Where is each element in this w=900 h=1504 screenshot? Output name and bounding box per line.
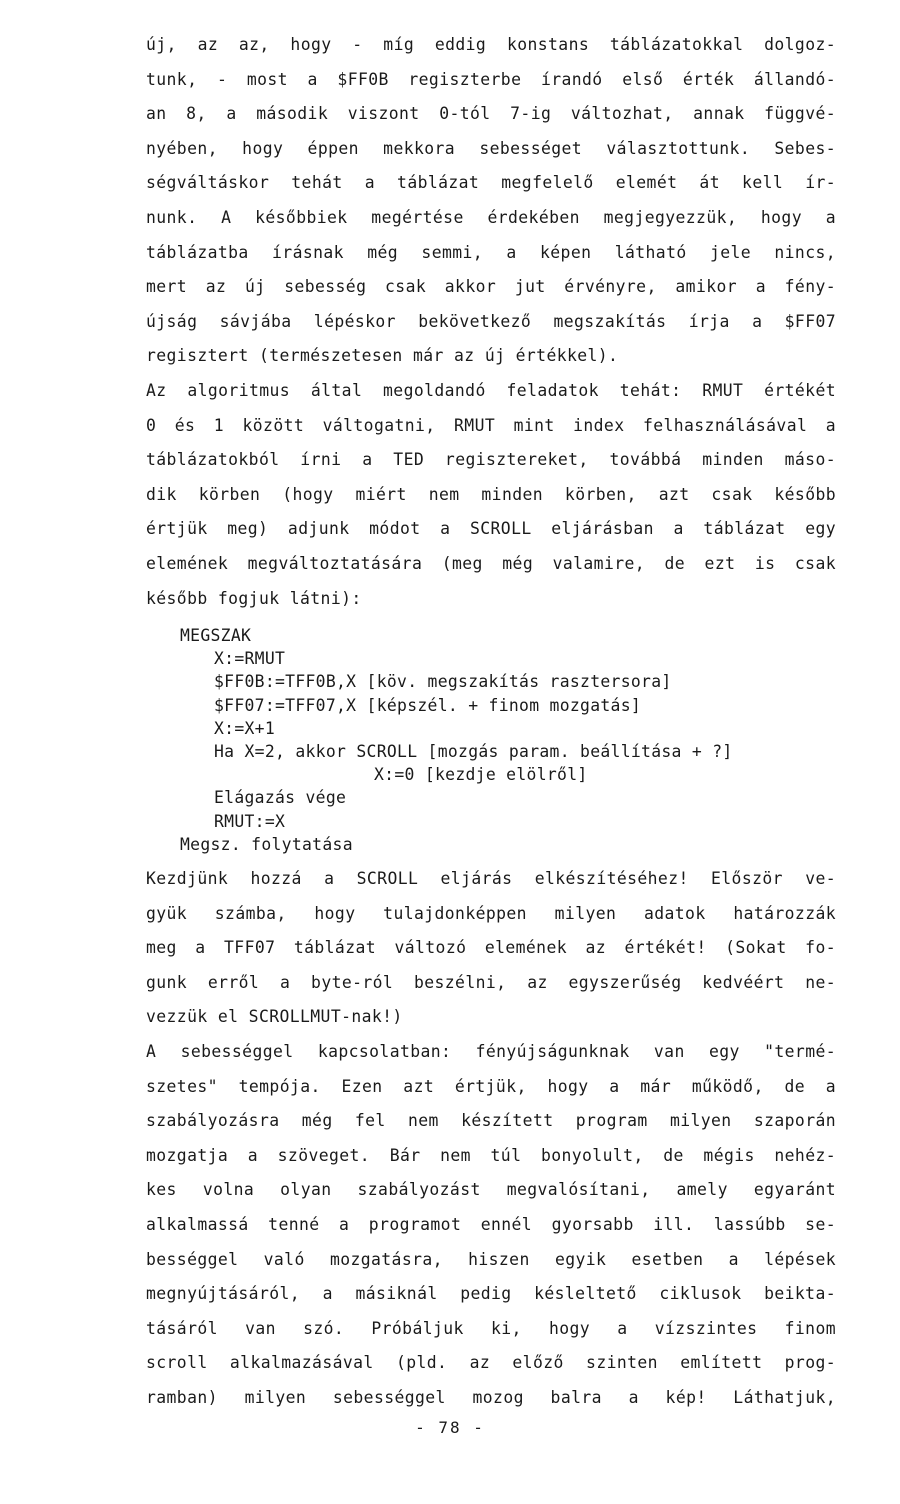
paragraph-3 [146, 862, 836, 1035]
text-line: szetes" tempója. Ezen azt értjük, hogy a már működő, de a [146, 1076, 836, 1096]
text-line: Az algoritmus által megoldandó feladatok tehát: RMUT értékét [146, 380, 836, 400]
text-line: dik körben (hogy miért nem minden körben, azt csak később [146, 484, 836, 504]
code-line: $FF07:=TFF07,X [képszél. + finom mozgatás] [214, 695, 642, 715]
code-line: X:=0 [kezdje elölről] [374, 765, 588, 785]
code-line: X:=RMUT [214, 649, 286, 669]
text-line: scroll alkalmazásával (pld. az előző szinten említett prog- [146, 1353, 836, 1373]
text-line: megnyújtásáról, a másiknál pedig késleltető ciklusok beikta- [146, 1284, 836, 1304]
code-line: X:=X+1 [214, 718, 276, 738]
code-line: MEGSZAK [180, 626, 252, 646]
text-line: regisztert (természetesen már az új értékkel). [146, 346, 619, 366]
text-line: 0 és 1 között váltogatni, RMUT mint index felhasználásával a [146, 415, 836, 435]
text-line: ramban) milyen sebességgel mozog balra a kép! Láthatjuk, [146, 1387, 836, 1407]
algorithm-code-block [146, 624, 836, 856]
code-line: $FF0B:=TFF0B,X [köv. megszakítás rasztersora] [214, 672, 672, 692]
text-line: kes volna olyan szabályozást megvalósítani, amely egyaránt [146, 1180, 836, 1200]
code-line: Ha X=2, akkor SCROLL [mozgás param. beállítása + ?] [214, 742, 733, 762]
text-line: mozgatja a szöveget. Bár nem túl bonyolult, de mégis nehéz- [146, 1145, 836, 1165]
text-line: Kezdjünk hozzá a SCROLL eljárás elkészítéséhez! Először ve- [146, 868, 836, 888]
text-line: mert az új sebesség csak akkor jut érvényre, amikor a fény- [146, 277, 836, 297]
text-line: tunk, - most a $FF0B regiszterbe írandó első érték állandó- [146, 69, 836, 89]
text-line: gyük számba, hogy tulajdonképpen milyen adatok határozzák [146, 903, 836, 923]
text-line: szabályozásra még fel nem készített program milyen szaporán [146, 1111, 836, 1131]
text-line: új, az az, hogy - míg eddig konstans táblázatokkal dolgoz- [146, 35, 836, 54]
text-line: elemének megváltoztatására (meg még valamire, de ezt is csak [146, 553, 836, 573]
text-line: an 8, a második viszont 0-tól 7-ig változhat, annak függvé- [146, 104, 836, 124]
page-number: - 78 - [415, 1418, 485, 1437]
text-line: meg a TFF07 táblázat változó elemének az értékét! (Sokat fo- [146, 938, 836, 958]
text-line: később fogjuk látni): [146, 588, 362, 608]
paragraph-2 [146, 374, 836, 616]
text-line: értjük meg) adjunk módot a SCROLL eljárásban a táblázat egy [146, 519, 836, 539]
text-line: nunk. A későbbiek megértése érdekében megjegyezzük, hogy a [146, 207, 836, 227]
code-line: Elágazás vége [214, 788, 347, 808]
paragraph-1 [146, 28, 836, 374]
text-line: nyében, hogy éppen mekkora sebességet választottunk. Sebes- [146, 138, 836, 158]
text-line: alkalmassá tenné a programot ennél gyorsabb ill. lassúbb se- [146, 1214, 836, 1234]
code-line: Megsz. folytatása [180, 834, 353, 854]
text-line: gunk erről a byte-ról beszélni, az egyszerűség kedvéért ne- [146, 972, 836, 992]
text-line: táblázatba írásnak még semmi, a képen látható jele nincs, [146, 242, 836, 262]
text-line: újság sávjába lépéskor bekövetkező megszakítás írja a $FF07 [146, 311, 836, 331]
text-line: tásáról van szó. Próbáljuk ki, hogy a vízszintes finom [146, 1318, 836, 1338]
text-line: bességgel való mozgatásra, hiszen egyik esetben a lépések [146, 1249, 836, 1269]
text-line: táblázatokból írni a TED regisztereket, továbbá minden máso- [146, 450, 836, 470]
text-line: vezzük el SCROLLMUT-nak!) [146, 1007, 403, 1027]
page-body [146, 28, 836, 1415]
text-line: A sebességgel kapcsolatban: fényújságunknak van egy "termé- [146, 1041, 836, 1061]
code-line: RMUT:=X [214, 811, 286, 831]
paragraph-4 [146, 1035, 836, 1416]
text-line: ségváltáskor tehát a táblázat megfelelő elemét át kell ír- [146, 173, 836, 193]
